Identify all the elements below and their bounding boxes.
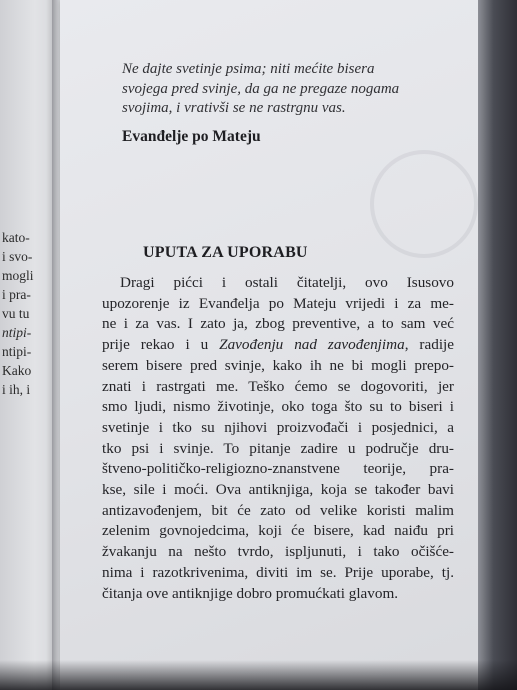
page-edge: [478, 0, 517, 690]
body-line: žvakanju na nešto tvrdo, ispljunuti, i tako očišće-: [102, 543, 454, 561]
body-line: Dragi pićci i ostali čitatelji, ovo Isusovo: [120, 274, 454, 291]
body-line: zelenim govnojedcima, koji će bisere, kad naiđu pri: [102, 522, 454, 540]
epigraph-line: Ne dajte svetinje psima; niti mećite bisera: [122, 61, 375, 77]
previous-page-line: Kako: [2, 363, 32, 378]
previous-page-line: ntipi-: [2, 344, 32, 359]
body-line: upozorenje iz Evanđelja po Mateju vrijedi i za me-: [102, 294, 454, 312]
epigraph-line: svojega pred svinje, da ga ne pregaze nogama: [122, 80, 400, 97]
body-line: smo ljudi, nismo životinje, oko toga što su to biseri i: [102, 398, 454, 416]
epigraph: [122, 60, 452, 119]
previous-page-line: i svo-: [2, 249, 33, 264]
body-text: [102, 273, 454, 604]
book-title-italic: Zavođenju nad zavođenjima: [219, 336, 405, 354]
body-line: antizavođenjem, bit će zato od velike koristi malim: [102, 501, 454, 519]
previous-page-line: kato-: [2, 230, 30, 245]
previous-page: [0, 0, 58, 690]
bottom-shadow: [0, 660, 517, 690]
section-heading: UPUTA ZA UPORABU: [143, 244, 308, 261]
previous-page-text: [2, 228, 58, 399]
body-line: svetinje i tko su njihovi proizvođači i posjednici, a: [102, 418, 454, 436]
epigraph-source: Evanđelje po Mateju: [122, 128, 261, 145]
faint-stamp-mark: [370, 150, 478, 258]
body-line: tko psi i svinje. To pitanje zadire u područje dru-: [102, 439, 454, 457]
previous-page-line: i ih, i: [2, 382, 31, 397]
body-line: ne i za vas. I zato ja, zbog preventive, a to sam već: [102, 315, 454, 333]
previous-page-line: vu tu: [2, 306, 30, 321]
body-line: čitanja ove antiknjige dobro promućkati glavom.: [102, 584, 399, 602]
epigraph-line: svojima, i vrativši se ne rastrgnu vas.: [122, 100, 346, 116]
body-line: serem bisere pred svinje, kako ih ne bi mogli prepo-: [102, 356, 454, 374]
body-line: štveno-političko-religiozno-znanstvene teorije, pra-: [102, 460, 454, 478]
previous-page-line: ntipi-: [2, 325, 32, 340]
body-line: kse, sile i moći. Ova antiknjiga, koja se također bavi: [102, 481, 454, 499]
body-line: nima i razotkrivenima, diviti im se. Prije uporabe, tj.: [102, 563, 454, 581]
body-line: prije rekao i u Zavođenju nad zavođenjima, radije: [102, 336, 454, 354]
body-line: znati i rastrgati me. Teško ćemo se dogovoriti, jer: [102, 377, 454, 395]
previous-page-line: mogli: [2, 268, 34, 283]
previous-page-line: i pra-: [2, 287, 31, 302]
